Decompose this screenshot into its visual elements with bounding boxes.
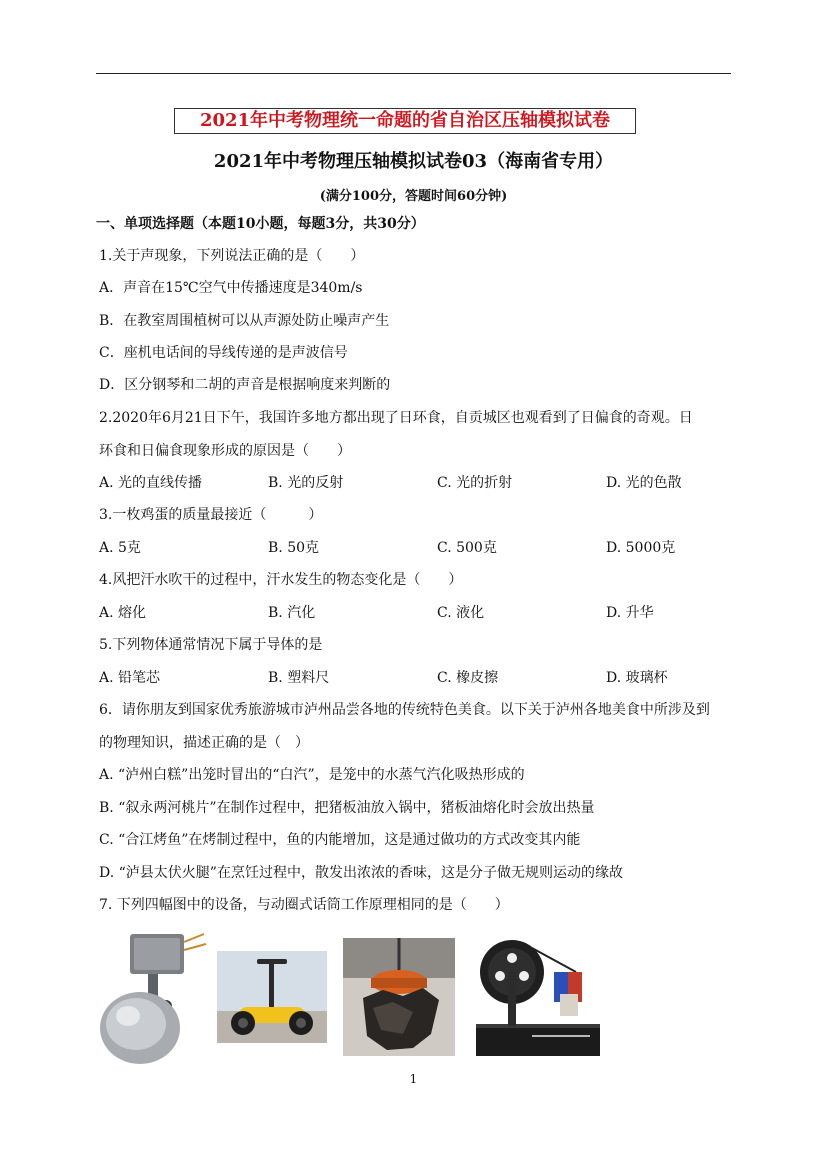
question-2-option-c: C. 光的折射 xyxy=(437,475,513,491)
question-5-option-c: C. 橡皮擦 xyxy=(437,670,499,686)
question-2-option-d: D. 光的色散 xyxy=(606,475,682,491)
question-6-option-a: A. “泸州白糕”出笼时冒出的“白汽”，是笼中的水蒸气汽化吸热形成的 xyxy=(99,767,525,783)
question-5-option-b: B. 塑料尺 xyxy=(268,670,330,686)
question-3-option-a: A. 5克 xyxy=(99,540,141,556)
question-6-option-b: B. “叙永两河桃片”在制作过程中，把猪板油放入锅中，猪板油熔化时会放出热量 xyxy=(99,800,595,816)
question-2-stem-line-1: 2.2020年6月21日下午，我国许多地方都出现了日环食，自贡城区也观看到了日偏食的奇观。日 xyxy=(99,410,693,426)
question-1-option-d: D．区分钢琴和二胡的声音是根据响度来判断的 xyxy=(99,377,391,393)
electromagnet-crane-image xyxy=(343,938,455,1056)
question-3-option-d: D. 5000克 xyxy=(606,540,676,556)
question-3-option-b: B. 50克 xyxy=(268,540,320,556)
question-1-stem: 1.关于声现象，下列说法正确的是（ ） xyxy=(99,248,365,264)
question-4-option-c: C. 液化 xyxy=(437,605,485,621)
question-4-option-a: A. 熔化 xyxy=(99,605,147,621)
exam-series-banner: 2021年中考物理统一命题的省自治区压轴模拟试卷 xyxy=(174,108,636,134)
question-4-stem: 4.风把汗水吹干的过程中，汗水发生的物态变化是（ ） xyxy=(99,572,463,588)
question-3-stem: 3.一枚鸡蛋的质量最接近（ ） xyxy=(99,507,323,523)
section-heading: 一、单项选择题（本题10小题，每题3分，共30分） xyxy=(96,216,425,232)
question-6-stem-line-2: 的物理知识，描述正确的是（ ） xyxy=(99,735,309,751)
page-title: 2021年中考物理压轴模拟试卷03（海南省专用） xyxy=(213,151,614,172)
question-4-option-b: B. 汽化 xyxy=(268,605,316,621)
question-6-option-c: C. “合江烤鱼”在烤制过程中，鱼的内能增加，这是通过做功的方式改变其内能 xyxy=(99,832,581,848)
generator-model-image xyxy=(472,932,604,1062)
question-5-stem: 5.下列物体通常情况下属于导体的是 xyxy=(99,637,323,653)
question-6-option-d: D. “泸县太伏火腿”在烹饪过程中，散发出浓浓的香味，这是分子做无规则运动的缘故 xyxy=(99,865,623,881)
question-4-option-d: D. 升华 xyxy=(606,605,654,621)
question-1-option-b: B．在教室周围植树可以从声源处防止噪声产生 xyxy=(99,313,390,329)
question-2-option-b: B. 光的反射 xyxy=(268,475,344,491)
exam-info: (满分100分，答题时间60分钟) xyxy=(319,189,508,204)
question-1-option-a: A．声音在15℃空气中传播速度是340m/s xyxy=(99,280,363,296)
question-7-stem: 7. 下列四幅图中的设备，与动圈式话筒工作原理相同的是（ ） xyxy=(99,897,509,913)
question-5-option-d: D. 玻璃杯 xyxy=(606,670,668,686)
header-rule xyxy=(96,73,731,74)
electric-bell-image xyxy=(100,928,210,1068)
question-1-option-c: C．座机电话间的导线传递的是声波信号 xyxy=(99,345,348,361)
balance-scooter-image xyxy=(217,951,327,1043)
question-6-stem-line-1: 6．请你朋友到国家优秀旅游城市泸州品尝各地的传统特色美食。以下关于泸州各地美食中所涉及到 xyxy=(99,702,710,718)
question-5-option-a: A. 铅笔芯 xyxy=(99,670,161,686)
question-2-stem-line-2: 环食和日偏食现象形成的原因是（ ） xyxy=(99,443,351,459)
question-3-option-c: C. 500克 xyxy=(437,540,497,556)
page-number: 1 xyxy=(409,1072,418,1086)
question-2-option-a: A. 光的直线传播 xyxy=(99,475,203,491)
